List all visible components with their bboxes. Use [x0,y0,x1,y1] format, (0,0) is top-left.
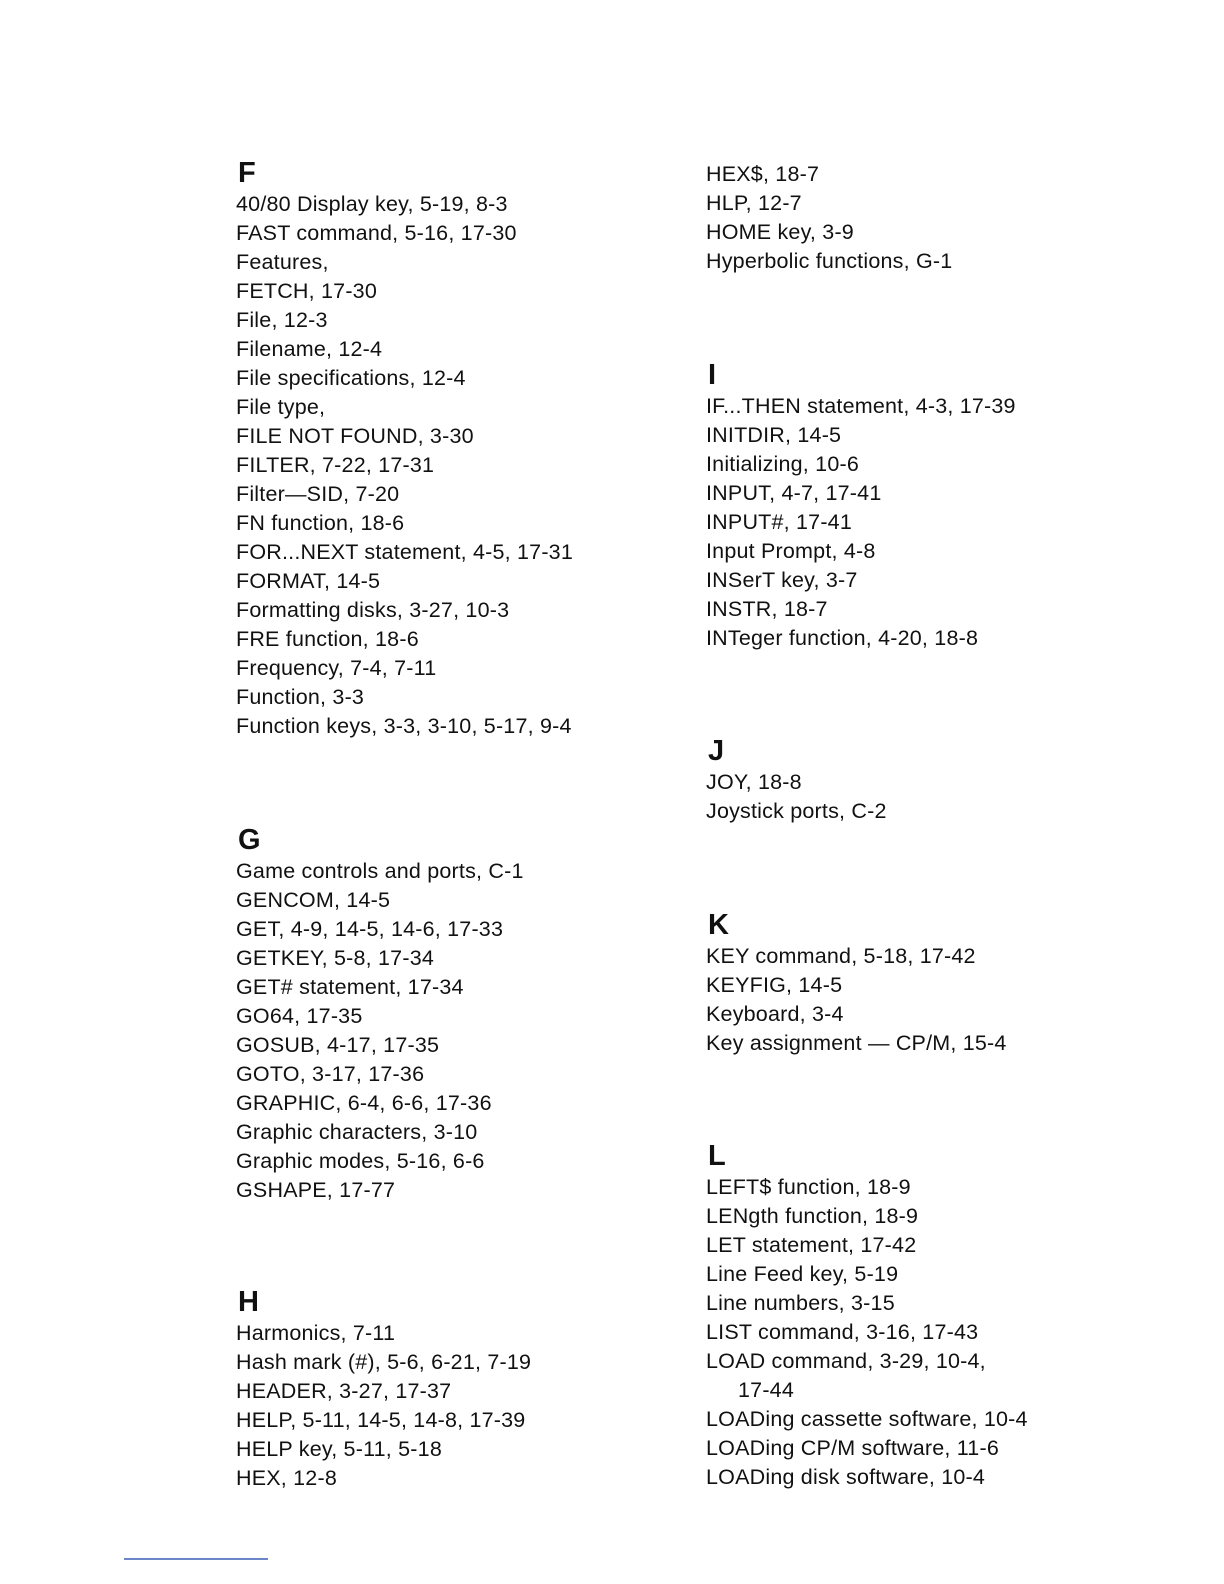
index-entry: Key assignment — CP/M, 15-4 [706,1031,1007,1055]
entry-list [706,160,1166,276]
entry-list [236,190,696,741]
index-entry: Input Prompt, 4-8 [706,539,876,563]
index-entry: KEYFIG, 14-5 [706,973,843,997]
entry-list [236,857,696,1205]
index-entry: INPUT, 4-7, 17-41 [706,481,882,505]
entry-list [236,1319,696,1493]
index-section-i [706,358,1166,653]
index-entry: File, 12-3 [236,308,328,332]
section-letter: F [238,157,256,189]
index-entry: Harmonics, 7-11 [236,1321,396,1345]
index-entry: Keyboard, 3-4 [706,1002,844,1026]
entry-list [706,1173,1166,1492]
index-entry: Hash mark (#), 5-6, 6-21, 7-19 [236,1350,532,1374]
index-entry: 40/80 Display key, 5-19, 8-3 [236,192,508,216]
index-entry: File specifications, 12-4 [236,366,466,390]
index-entry: LENgth function, 18-9 [706,1204,919,1228]
index-entry: Filename, 12-4 [236,337,383,361]
index-section-f [236,156,696,741]
index-entry: LIST command, 3-16, 17-43 [706,1320,979,1344]
index-entry: INPUT#, 17-41 [706,510,852,534]
entry-list [706,942,1166,1058]
index-entry: LEFT$ function, 18-9 [706,1175,911,1199]
index-entry: HELP, 5-11, 14-5, 14-8, 17-39 [236,1408,526,1432]
index-entry: FORMAT, 14-5 [236,569,381,593]
index-entry: FETCH, 17-30 [236,279,377,303]
index-section-g [236,823,696,1205]
index-entry: FRE function, 18-6 [236,627,419,651]
footer-rule [124,1558,268,1560]
index-entry: GET# statement, 17-34 [236,975,464,999]
index-entry: Line Feed key, 5-19 [706,1262,899,1286]
section-letter: G [238,824,261,856]
index-section-k [706,908,1166,1058]
index-entry: GOTO, 3-17, 17-36 [236,1062,425,1086]
index-entry: KEY command, 5-18, 17-42 [706,944,976,968]
index-entry-continuation: 17-44 [738,1378,794,1402]
index-entry: INTeger function, 4-20, 18-8 [706,626,979,650]
index-entry: LOAD command, 3-29, 10-4, [706,1349,986,1373]
section-letter: H [238,1286,259,1318]
entry-list [706,392,1166,653]
index-entry: JOY, 18-8 [706,770,802,794]
index-entry: LOADing CP/M software, 11-6 [706,1436,999,1460]
index-entry: HELP key, 5-11, 5-18 [236,1437,442,1461]
index-entry: FOR...NEXT statement, 4-5, 17-31 [236,540,573,564]
index-entry: Function, 3-3 [236,685,365,709]
index-entry: Hyperbolic functions, G-1 [706,249,953,273]
index-entry: HEX, 12-8 [236,1466,337,1490]
index-entry: HOME key, 3-9 [706,220,854,244]
index-entry: Graphic characters, 3-10 [236,1120,478,1144]
index-entry: FAST command, 5-16, 17-30 [236,221,517,245]
index-entry: GENCOM, 14-5 [236,888,391,912]
index-entry: Graphic modes, 5-16, 6-6 [236,1149,485,1173]
index-entry: INSTR, 18-7 [706,597,828,621]
index-entry: HLP, 12-7 [706,191,802,215]
index-entry: GRAPHIC, 6-4, 6-6, 17-36 [236,1091,492,1115]
index-entry: Formatting disks, 3-27, 10-3 [236,598,510,622]
index-entry: HEX$, 18-7 [706,162,820,186]
index-entry: INSerT key, 3-7 [706,568,858,592]
index-section-h-continued [706,160,1166,276]
index-entry: GET, 4-9, 14-5, 14-6, 17-33 [236,917,504,941]
section-letter: J [708,735,725,767]
entry-list [706,768,1166,826]
index-entry: Filter—SID, 7-20 [236,482,400,506]
index-entry: FN function, 18-6 [236,511,405,535]
index-entry: GETKEY, 5-8, 17-34 [236,946,435,970]
index-entry: Line numbers, 3-15 [706,1291,895,1315]
index-entry: Initializing, 10-6 [706,452,859,476]
index-entry: INITDIR, 14-5 [706,423,842,447]
index-entry: Game controls and ports, C-1 [236,859,524,883]
index-entry: Function keys, 3-3, 3-10, 5-17, 9-4 [236,714,572,738]
index-entry: File type, [236,395,326,419]
index-entry: Joystick ports, C-2 [706,799,887,823]
index-entry: Features, [236,250,329,274]
index-entry: LET statement, 17-42 [706,1233,917,1257]
index-section-l [706,1139,1166,1492]
index-entry: GOSUB, 4-17, 17-35 [236,1033,440,1057]
index-entry: LOADing cassette software, 10-4 [706,1407,1028,1431]
index-entry: GO64, 17-35 [236,1004,363,1028]
index-entry: FILE NOT FOUND, 3-30 [236,424,474,448]
index-entry: LOADing disk software, 10-4 [706,1465,986,1489]
index-section-j [706,734,1166,826]
section-letter: L [708,1140,726,1172]
index-entry: FILTER, 7-22, 17-31 [236,453,435,477]
index-entry: GSHAPE, 17-77 [236,1178,396,1202]
index-entry: Frequency, 7-4, 7-11 [236,656,437,680]
section-letter: K [708,909,729,941]
section-letter: I [708,359,717,391]
index-entry: HEADER, 3-27, 17-37 [236,1379,452,1403]
index-section-h [236,1285,696,1493]
index-entry: IF...THEN statement, 4-3, 17-39 [706,394,1016,418]
